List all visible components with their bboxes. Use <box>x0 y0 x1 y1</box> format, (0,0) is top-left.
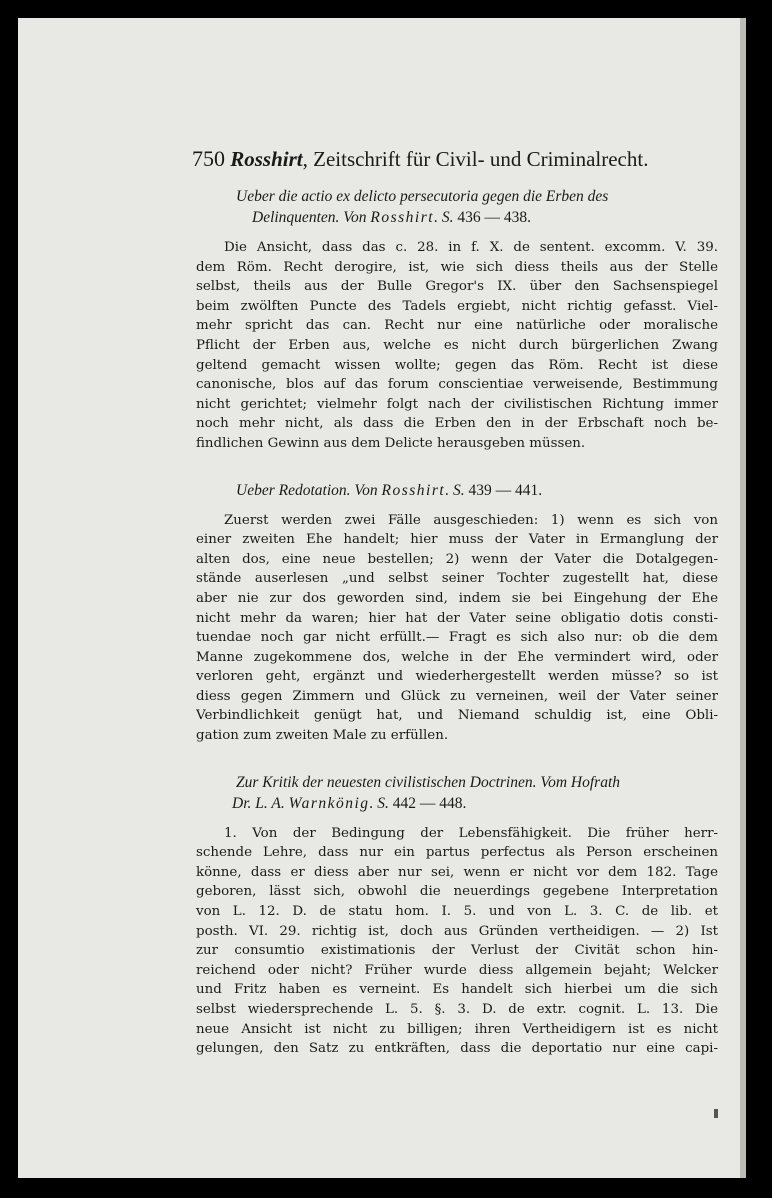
section-1-title-prefix: Delinquenten. Von <box>252 209 371 226</box>
section-2-line: tuendae noch gar nicht erfüllt.— Fragt es sich also nur: ob die dem <box>196 630 718 646</box>
section-2-title <box>196 480 718 501</box>
section-1-title-s: . S. <box>434 209 458 226</box>
section-2-line: Verbindlichkeit genügt hat, und Niemand schuldig ist, eine Obli- <box>196 708 718 724</box>
section-1-line: mehr spricht das can. Recht nur eine natürliche oder moralische <box>196 318 718 334</box>
section-3-line: gelungen, den Satz zu entkräften, dass die deportatio nur eine capi- <box>196 1041 718 1057</box>
section-1-title-author: Rosshirt <box>370 209 435 226</box>
section-3-line: und Fritz haben es verneint. Es handelt sich hierbei um die sich <box>196 982 718 998</box>
section-2-title-prefix: Ueber Redotation. Von <box>236 481 382 499</box>
section-2-line: Zuerst werden zwei Fälle ausgeschieden: 1) wenn es sich von <box>224 512 718 528</box>
section-1-line: dem Röm. Recht derogire, ist, wie sich diess theils aus der Stelle <box>196 259 718 275</box>
section-2-line: verloren geht, ergänzt und wiederhergestellt werden müsse? so ist <box>196 669 718 685</box>
section-2-body <box>196 511 718 746</box>
section-2-title-author: Rosshirt <box>381 481 446 499</box>
book-page <box>18 18 746 1178</box>
section-2-line: diess gegen Zimmern und Glück zu verneinen, weil der Vater seiner <box>196 688 718 704</box>
running-head-author: Rosshirt <box>230 147 303 171</box>
section-3-title-author: Warnkönig <box>288 794 370 812</box>
section-3-line: posth. VI. 29. richtig ist, doch aus Gründen vertheidigen. — 2) Ist <box>196 923 718 939</box>
section-2-line: Manne zugekommene dos, welche in der Ehe vermindert wird, oder <box>196 649 718 665</box>
section-1-body <box>196 238 718 454</box>
section-3-line: reichend oder nicht? Früher wurde diess allgemein bejaht; Welcker <box>196 962 718 978</box>
page-number: 750 <box>192 146 225 171</box>
section-1-line: nicht gerichtet; vielmehr folgt nach der civilistischen Richtung immer <box>196 396 718 412</box>
section-3-title-prefix: Dr. L. A. <box>232 794 289 812</box>
running-head <box>192 144 718 174</box>
section-1-line: Pflicht der Erben aus, welche es nicht durch bürgerlichen Zwang <box>196 337 718 353</box>
section-3-line: neue Ansicht ist nicht zu billigen; ihren Vertheidigern ist es nicht <box>196 1021 718 1037</box>
section-2-line: einer zweiten Ehe handelt; hier muss der Vater in Ermanglung der <box>196 532 718 548</box>
section-2-line: nicht mehr da waren; hier hat der Vater seine obligatio dotis consti- <box>196 610 718 626</box>
page-content <box>192 144 718 1059</box>
section-1-title-line-1: Ueber die actio ex delicto persecutoria gegen die Erben des <box>236 188 609 205</box>
spacer <box>196 746 718 760</box>
section-1-line: noch mehr nicht, als dass die Erben den in der Erbschaft noch be- <box>196 416 718 432</box>
section-1-title-line-2 <box>196 207 718 228</box>
section-2-line: stände auserlesen „und selbst seiner Tochter zugestellt hat, diese <box>196 571 718 587</box>
section-2-line: alten dos, eine neue bestellen; 2) wenn der Vater die Dotalgegen- <box>196 551 718 567</box>
section-1-title <box>196 186 718 228</box>
section-3-title-line-2 <box>196 793 718 814</box>
scan-speck <box>714 1109 718 1118</box>
section-1-line: canonische, blos auf das forum conscientiae verweisende, Bestimmung <box>196 377 718 393</box>
running-head-title: , Zeitschrift für Civil- und Criminalrecht. <box>302 147 649 171</box>
section-3-line: von L. 12. D. de statu hom. I. 5. und von L. 3. C. de lib. et <box>196 904 718 920</box>
section-3-line: zur consumtio existimationis der Verlust der Civität schon hin- <box>196 943 718 959</box>
section-3-line: könne, dass er diess aber nur sei, wenn er nicht vor dem 182. Tage <box>196 864 718 880</box>
section-1-line: geltend gemacht wissen wollte; gegen das Röm. Recht ist diese <box>196 357 718 373</box>
section-3-title-pages: 442 — 448. <box>392 794 467 812</box>
section-1-line: selbst, theils aus der Bulle Gregor's IX. über den Sachsenspiegel <box>196 279 718 295</box>
section-2-line: aber nie zur dos geworden sind, indem sie bei Eingehung der Ehe <box>196 590 718 606</box>
spacer <box>196 454 718 468</box>
section-3-title-line-1: Zur Kritik der neuesten civilistischen Doctrinen. Vom Hofrath <box>236 773 621 791</box>
section-1-line: findlichen Gewinn aus dem Delicte herausgeben müssen. <box>196 435 586 451</box>
section-3-line: selbst wiedersprechende L. 5. §. 3. D. de extr. cognit. L. 13. Die <box>196 1002 718 1017</box>
section-3-line: schende Lehre, dass nur ein partus perfectus als Person erscheinen <box>196 845 718 861</box>
section-1-title-pages: 436 — 438. <box>457 209 531 226</box>
section-1-line: Die Ansicht, dass das c. 28. in f. X. de sentent. excomm. V. 39. <box>224 240 718 255</box>
section-3-line: geboren, lässt sich, obwohl die neuerdings gegebene Interpretation <box>196 884 718 900</box>
section-3-line: 1. Von der Bedingung der Lebensfähigkeit. Die früher herr- <box>224 825 718 841</box>
section-3-title <box>196 772 718 814</box>
section-2-title-pages: 439 — 441. <box>468 481 543 499</box>
section-1-line: beim zwölften Puncte des Tadels ergiebt, nicht richtig gefasst. Viel- <box>196 298 718 314</box>
section-2-line: gation zum zweiten Male zu erfüllen. <box>196 728 449 744</box>
section-2-title-s: . S. <box>445 481 469 499</box>
section-2-title-line-1 <box>196 480 718 501</box>
section-3-body <box>196 824 718 1059</box>
section-3-title-s: . S. <box>369 794 393 812</box>
